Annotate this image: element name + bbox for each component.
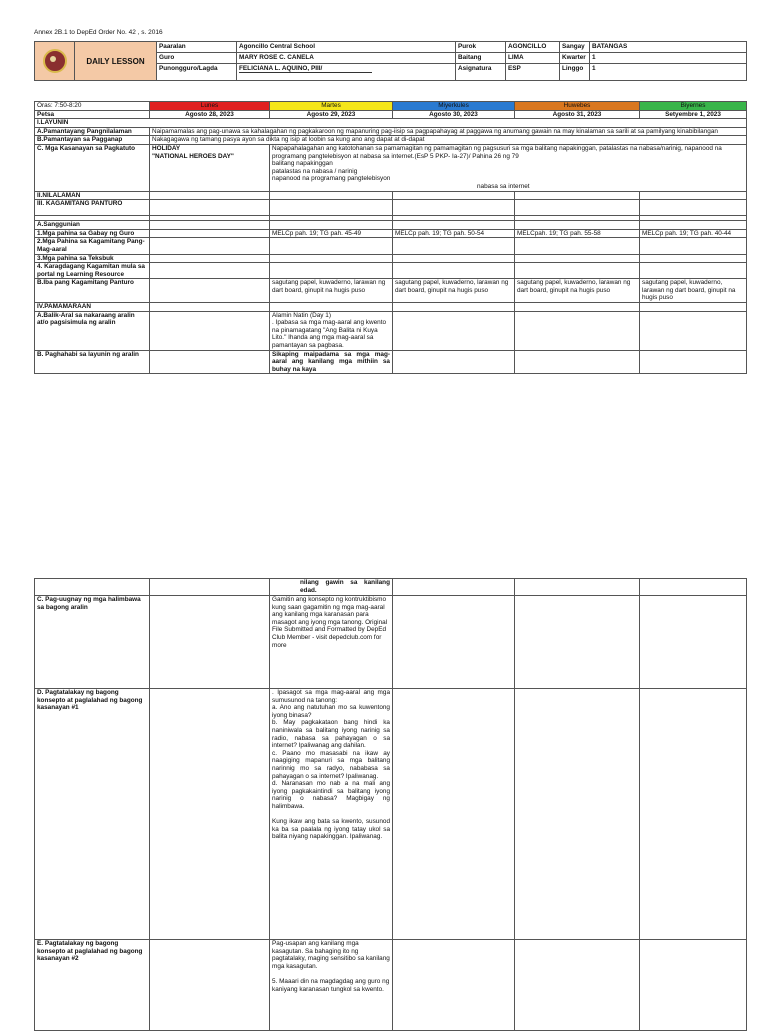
teacher-label: Guro (157, 53, 237, 64)
lesson-table (34, 101, 747, 374)
doc-title: DAILY LESSON (75, 42, 157, 81)
subject-value: ESP (506, 64, 560, 81)
pagtatalakay2-label: E. Pagtatalakay ng bagong konsepto at paglalahad ng bagong kasanayan #2 (35, 940, 150, 1031)
lesson-table-page2 (34, 578, 747, 1031)
pagganap-text: Nakagagawa ng tamang pasya ayon sa dikta ng isip at loobin sa kung ano ang dapat at di-dapat (150, 136, 747, 145)
day-wed: Miyerkules (393, 102, 515, 111)
kasanayan-label: C. Mga Kasanayan sa Pagkatuto (35, 144, 150, 191)
kasanayan-cell (270, 144, 747, 191)
quarter-value: 1 (590, 53, 747, 64)
paghahabi-text: Sikaping maipadama sa mga mag-aaral ang kanilang mga mithiin sa buhay na kaya (270, 350, 393, 374)
balik-aral-text: Alamin Natin (Day 1) . Ipabasa sa mga mag-aaral ang kwento na pinamagatang "Ang Balita ni Kuya Lito." Ihanda ang mga mag-aaral sa pamantayan sa pagbasa. (270, 311, 393, 350)
subject-label: Asignatura (456, 64, 506, 81)
signatory-name: FELICIANA L. AQUINO, PIII/ (239, 65, 372, 73)
time-cell: Oras: 7:50-8:20 (35, 102, 150, 111)
sanggunian-label: A.Sanggunian (35, 221, 150, 230)
holiday-note: HOLIDAY "NATIONAL HEROES DAY" (150, 144, 270, 191)
kagamitang-mag-aaral-label: 2.Mga Pahina sa Kagamitang Pang-Mag-aaral (35, 238, 150, 254)
gabay-fri: MELCp pah. 19; TG pah. 40-44 (640, 229, 747, 238)
gabay-thu: MELCpah. 19; TG pah. 55-58 (515, 229, 640, 238)
section-nilalaman: II.NILALAMAN (35, 191, 150, 200)
date-thu: Agosto 31, 2023 (515, 110, 640, 119)
gabay-wed: MELCp pah. 19; TG pah. 50-54 (393, 229, 515, 238)
portal-label: 4. Karagdagang Kagamitan mula sa portal ng Learning Resource (35, 263, 150, 279)
pagtatalakay2-text: Pag-usapan ang kanilang mga kasagutan. Sa bahaging ito ng pagtatalaky, maging sensitibo sa kanilang mga kasagutan. 5. Maaari din na magdagdag ang guro ng kaniyang karanasan tungkol sa kwento. (270, 940, 393, 1031)
annex-reference: Annex 2B.1 to DepEd Order No. 42 , s. 2016 (34, 29, 163, 36)
signatory-label: Punongguro/Lagda (157, 64, 237, 81)
header-table (34, 41, 747, 81)
grade-value: LIMA (506, 53, 560, 64)
deped-seal-icon (43, 49, 67, 73)
day-fri: Biyernes (640, 102, 747, 111)
balik-aral-label: A.Balik-Aral sa nakaraang aralin at/o pagsisimula ng aralin (35, 311, 150, 350)
iba-wed: sagutang papel, kuwaderno, larawan ng dart board, ginupit na hugis puso (393, 279, 515, 303)
gabay-label: 1.Mga pahina sa Gabay ng Guro (35, 229, 150, 238)
pangnilalaman-text: Naipamamalas ang pag-unawa sa kahalagahan ng pagkakaroon ng mapanuring pag-iisip sa pagpapahayag at paggawa ng anumang gawain na may kinalaman sa sarili at sa pamilyang kinabibilangan (150, 127, 747, 136)
iba-tue: sagutang papel, kuwaderno, larawan ng dart board, ginupit na hugis puso (270, 279, 393, 303)
day-mon: Lunes (150, 102, 270, 111)
day-thu: Huwebes (515, 102, 640, 111)
date-fri: Setyembre 1, 2023 (640, 110, 747, 119)
section-layunin: I.LAYUNIN (35, 119, 747, 128)
pagganap-label: B.Pamantayan sa Pagganap (35, 136, 150, 145)
teacher-value: MARY ROSE C. CANELA (237, 53, 456, 64)
division-value: BATANGAS (590, 42, 747, 53)
day-tue: Martes (270, 102, 393, 111)
pag-uugnay-label: C. Pag-uugnay ng mga halimbawa sa bagong aralin (35, 596, 150, 689)
section-pamamaraan: IV.PAMAMARAAN (35, 303, 150, 312)
week-label: Linggo (560, 64, 590, 81)
district-value: AGONCILLO (506, 42, 560, 53)
section-kagamitan: III. KAGAMITANG PANTURO (35, 200, 150, 216)
date-wed: Agosto 30, 2023 (393, 110, 515, 119)
pagtatalakay1-text: . Ipasagot sa mga mag-aaral ang mga sumusunod na tanong: a. Ano ang natutuhan mo sa kuwentong iyong binasa? b. May pagkakataon bang hindi ka naniniwala sa balitang iyong narinig sa radio, nabasa sa pahayagan o sa internet? Ipaliwanag ang dahilan. c. Paano mo masasabi na ikaw ay naagiging mapanuri sa mga balitang narinnig mo sa radyo, nababasa sa pahayagan o sa internet? Ipaliwanag. d. Naranasan mo nab a na mali ang iyong pagkakaintindi sa balitang iyong narinig o nabasa? Magbigay ng halimbawa. Kung ikaw ang bata sa kwento, susunod ka ba sa paalala ng iyong tatay ukol sa balita niyang napakinggan. Ipaliwanag. (270, 689, 393, 940)
pangnilalaman-label: A.Pamantayang Pangnilalaman (35, 127, 150, 136)
kasanayan-text: Napapahalagahan ang katotohanan sa pamamagitan ng pamamagitan ng pagsusuri sa mga balitang napakinggan, patalastas na nabasa/narinig, napanood na programang pangtelebisyon at nabasa sa internet.(EsP 5 PKP- Ia-27)/ Pahina 26 ng 79 balitang napakinggan patalastas na nabasa / narinig napanood na programang pangtelebisyon (272, 144, 722, 183)
iba-fri: sagutang papel, kuwaderno, larawan ng dart board, ginupit na hugis puso (640, 279, 747, 303)
pagtatalakay1-label: D. Pagtatalakay ng bagong konsepto at paglalahad ng bagong kasanayan #1 (35, 689, 150, 940)
date-mon: Agosto 28, 2023 (150, 110, 270, 119)
week-value: 1 (590, 64, 747, 81)
school-value: Agoncillo Central School (237, 42, 456, 53)
deped-seal (35, 42, 75, 81)
paghahabi-continued: nilang gawin sa kanilang edad. (270, 579, 393, 596)
kasanayan-extra: nabasa sa internet (477, 182, 530, 190)
gabay-tue: MELCp pah. 19; TG pah. 45-49 (270, 229, 393, 238)
quarter-label: Kwarter (560, 53, 590, 64)
district-label: Purok (456, 42, 506, 53)
iba-label: B.Iba pang Kagamitang Panturo (35, 279, 150, 303)
date-tue: Agosto 29, 2023 (270, 110, 393, 119)
pag-uugnay-text: Gamitin ang konsepto ng kontruktibismo kung saan gagamitin ng mga mag-aaral ang kanilang mga karanasan para masagot ang iyong mga tanong. Original File Submitted and Formatted by DepEd Club Member - visit depedclub.com for more (270, 596, 393, 689)
paghahabi-label: B. Paghahabi sa layunin ng aralin (35, 350, 150, 374)
signatory-value (237, 64, 456, 81)
school-label: Paaralan (157, 42, 237, 53)
date-label: Petsa (35, 110, 150, 119)
iba-thu: sagutang papel, kuwaderno, larawan ng dart board, ginupit na hugis puso (515, 279, 640, 303)
grade-label: Baitang (456, 53, 506, 64)
division-label: Sangay (560, 42, 590, 53)
teksbuk-label: 3.Mga pahina sa Teksbuk (35, 254, 150, 263)
